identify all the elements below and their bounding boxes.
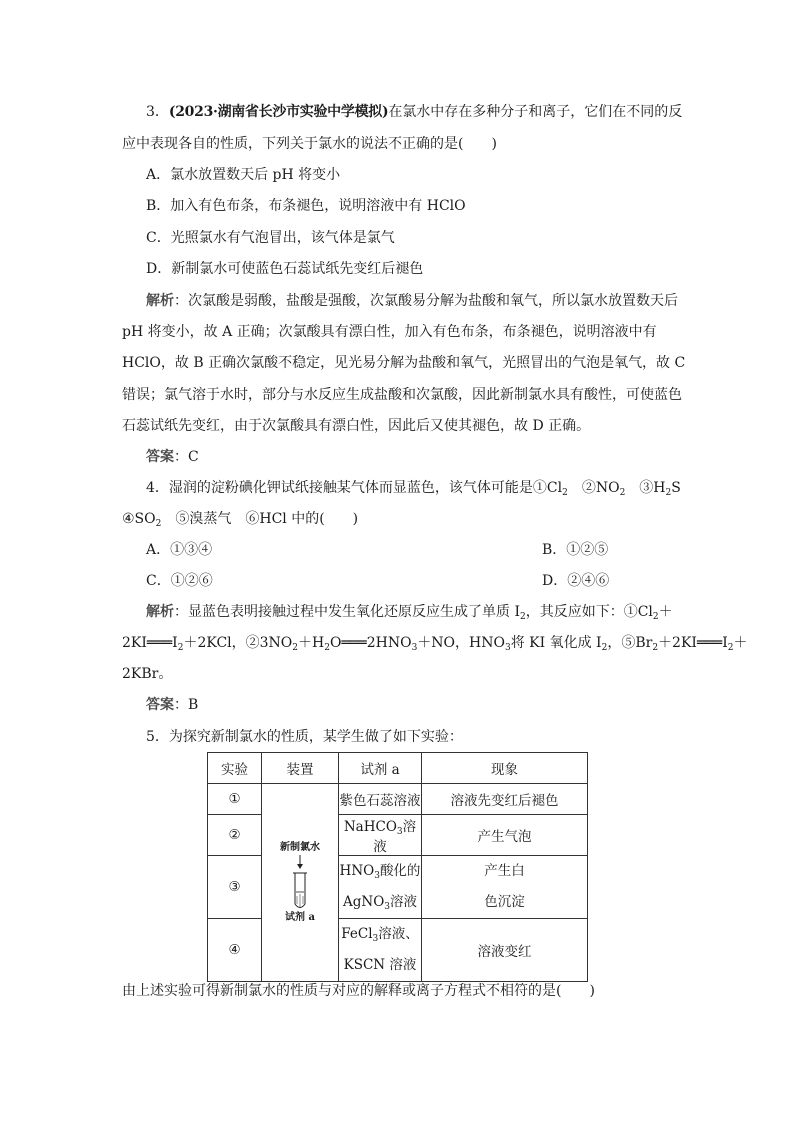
row-number: ③ xyxy=(208,856,262,919)
apparatus-cell xyxy=(262,784,339,982)
header-phenomenon: 现象 xyxy=(422,753,588,784)
q4-answer: 答案：B xyxy=(146,697,199,713)
q3-analysis-line1: 解析：次氯酸是弱酸，盐酸是强酸，次氯酸易分解为盐酸和氧气，所以氯水放置数天后 xyxy=(146,293,678,309)
header-reagent: 试剂 a xyxy=(339,753,422,784)
apparatus-diagram xyxy=(262,842,338,924)
row-number: ② xyxy=(208,815,262,856)
q4-analysis-line2: $2KI═══I_2+2KCl$，$②3NO_2+H_2O═══2HNO_3+NO$，$HNO_3$将 KI 氧化成 $I_2$，$⑤Br_2+2KI═══I_2+$ xyxy=(122,635,748,653)
q3-option-b: B．加入有色布条，布条褪色，说明溶液中有 HClO xyxy=(146,198,466,214)
q3-answer: 答案：C xyxy=(146,449,199,465)
experiment-table xyxy=(207,752,588,982)
apparatus-top-label: 新制氯水 xyxy=(280,841,320,853)
reagent-cell: $HNO_3$酸化的 AgNO$_3$溶液 xyxy=(339,856,422,919)
phenomenon-cell: 溶液变红 xyxy=(422,919,588,982)
reagent-cell: 紫色石蕊溶液 xyxy=(339,784,422,815)
phenomenon-cell: 产生白 色沉淀 xyxy=(422,856,588,919)
q3-stem-line2: 应中表现各自的性质，下列关于氯水的说法不正确的是( ) xyxy=(122,136,497,152)
phenomenon-cell: 产生气泡 xyxy=(422,815,588,856)
row-number: ① xyxy=(208,784,262,815)
q5-tail: 由上述实验可得新制氯水的性质与对应的解释或离子方程式不相符的是( ) xyxy=(122,983,595,999)
q4-option-row1 xyxy=(146,540,609,560)
analysis-label: 解析 xyxy=(146,604,174,620)
header-experiment: 实验 xyxy=(208,753,262,784)
q4-option-c: C．①②⑥ xyxy=(146,573,213,589)
q4-analysis-line1: 解析：显蓝色表明接触过程中发生氧化还原反应生成了单质 $I_2$，其反应如下：$①Cl_2+$ xyxy=(146,604,673,622)
table-row xyxy=(208,784,588,815)
q5-stem: 5．为探究新制氯水的性质，某学生做了如下实验： xyxy=(146,729,463,745)
q3-option-a: A．氯水放置数天后 pH 将变小 xyxy=(146,167,341,183)
q4-stem-line1: 4．湿润的淀粉碘化钾试纸接触某气体而显蓝色，该气体可能是$①Cl_2$ $②NO_2$ $③H_2S$ xyxy=(146,480,681,498)
analysis-label: 解析 xyxy=(146,293,174,309)
q4-option-a: A．①③④ xyxy=(146,542,213,558)
q3-analysis-line2: pH 将变小，故 A 正确；次氯酸具有漂白性，加入有色布条，布条褪色，说明溶液中有 xyxy=(122,324,657,340)
q3-option-c: C．光照氯水有气泡冒出，该气体是氯气 xyxy=(146,230,395,246)
row-number: ④ xyxy=(208,919,262,982)
test-tube-icon xyxy=(285,854,315,912)
q4-option-d: D．②④⑥ xyxy=(542,573,610,589)
header-apparatus: 装置 xyxy=(262,753,339,784)
q4-option-b: B．①②⑤ xyxy=(542,542,609,558)
answer-label: 答案 xyxy=(146,449,174,465)
reagent-cell: FeCl$_3$溶液、 KSCN 溶液 xyxy=(339,919,422,982)
q4-stem-line2: $④SO_2$ ⑤溴蒸气 ⑥HCl 中的( ) xyxy=(122,511,359,529)
q3-option-d: D．新制氯水可使蓝色石蕊试纸先变红后褪色 xyxy=(146,261,424,277)
q4-analysis-line3: 2KBr。 xyxy=(122,666,173,682)
q3-stem-line1: 3．(2023·湖南省长沙市实验中学模拟)在氯水中存在多种分子和离子，它们在不同的反 xyxy=(146,104,683,120)
q3-source: (2023·湖南省长沙市实验中学模拟) xyxy=(168,104,389,120)
q3-analysis-line4: 错误；氯气溶于水时，部分与水反应生成盐酸和次氯酸，因此新制氯水具有酸性，可使蓝色 xyxy=(122,387,682,403)
phenomenon-cell: 溶液先变红后褪色 xyxy=(422,784,588,815)
q3-analysis-line3: HClO，故 B 正确次氯酸不稳定，见光易分解为盐酸和氧气，光照冒出的气泡是氧气，故 C xyxy=(122,355,686,371)
answer-label: 答案 xyxy=(146,697,174,713)
reagent-cell: NaHCO$_3$溶液 xyxy=(339,815,422,856)
apparatus-bottom-label: 试剂 a xyxy=(285,911,315,923)
table-header-row xyxy=(208,753,588,784)
q3-analysis-line5: 石蕊试纸先变红，由于次氯酸具有漂白性，因此后又使其褪色，故 D 正确。 xyxy=(122,418,591,434)
q4-option-row2 xyxy=(146,571,610,591)
